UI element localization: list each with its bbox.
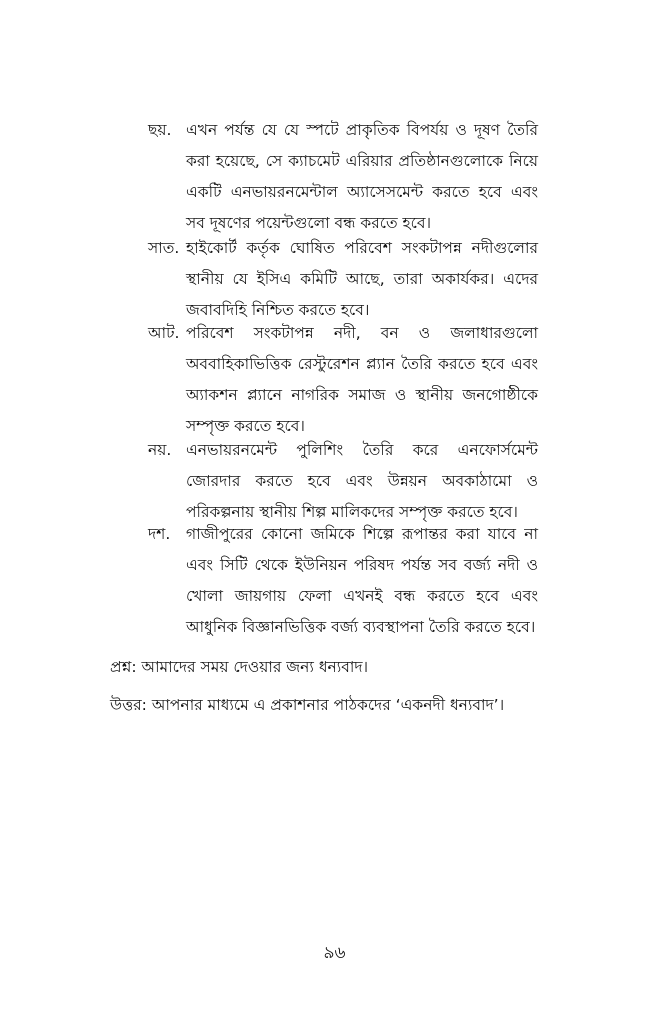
list-item-label: ছয়. <box>148 121 172 139</box>
list-item-seven <box>148 233 538 326</box>
list-item-text: এখন পর্যন্ত যে যে স্পটে প্রাকৃতিক বিপর্যয় ও দূষণ তৈরি করা হয়েছে, সে ক্যাচমেট এরিয়ার প্রতিষ্ঠানগুলোকে নিয়ে একটি এনভায়রনমেন্টাল অ্যাসেসমেন্ট করতে হবে এবং সব দূষণের পয়েন্টগুলো বন্ধ করতে হবে। <box>186 121 538 232</box>
list-item-text: এনভায়রনমেন্ট পুলিশিং তৈরি করে এনফোর্সমেন্ট জোরদার করতে হবে এবং উন্নয়ন অবকাঠামো ও পরিকল্পনায় স্থানীয় শিল্প মালিকদের সম্পৃক্ত করতে হবে। <box>186 441 538 521</box>
list-item-label: সাত. <box>148 239 180 257</box>
list-item-label: দশ. <box>148 525 171 543</box>
list-item-six <box>148 115 538 239</box>
list-item-text: হাইকোর্ট কর্তৃক ঘোষিত পরিবেশ সংকটাপন্ন নদীগুলোর স্থানীয় যে ইসিএ কমিটি আছে, তারা অকার্যকর। এদের জবাবদিহি নিশ্চিত করতে হবে। <box>186 239 538 319</box>
page-number: ৯৬ <box>323 943 346 963</box>
list-item-text: গাজীপুরের কোনো জমিকে শিল্পে রূপান্তর করা যাবে না এবং সিটি থেকে ইউনিয়ন পরিষদ পর্যন্ত সব বর্জ্য নদী ও খোলা জায়গায় ফেলা এখনই বন্ধ করতে হবে এবং আধুনিক বিজ্ঞানভিত্তিক বর্জ্য ব্যবস্থাপনা তৈরি করতে হবে। <box>186 525 538 636</box>
list-item-ten <box>148 519 538 643</box>
answer-line: উত্তর: আপনার মাধ্যমে এ প্রকাশনার পাঠকদের ‘একনদী ধন্যবাদ’। <box>110 696 505 714</box>
list-item-label: আট. <box>148 324 180 342</box>
list-item-eight <box>148 318 538 442</box>
question-line: প্রশ্ন: আমাদের সময় দেওয়ার জন্য ধন্যবাদ। <box>110 658 369 676</box>
list-item-nine <box>148 435 538 528</box>
list-item-text: পরিবেশ সংকটাপন্ন নদী, বন ও জলাধারগুলো অববাহিকাভিত্তিক রেস্টুরেশন প্ল্যান তৈরি করতে হবে এবং অ্যাকশন প্ল্যানে নাগরিক সমাজ ও স্থানীয় জনগোষ্ঠীকে সম্পৃক্ত করতে হবে। <box>186 324 538 435</box>
list-item-label: নয়. <box>148 441 172 459</box>
